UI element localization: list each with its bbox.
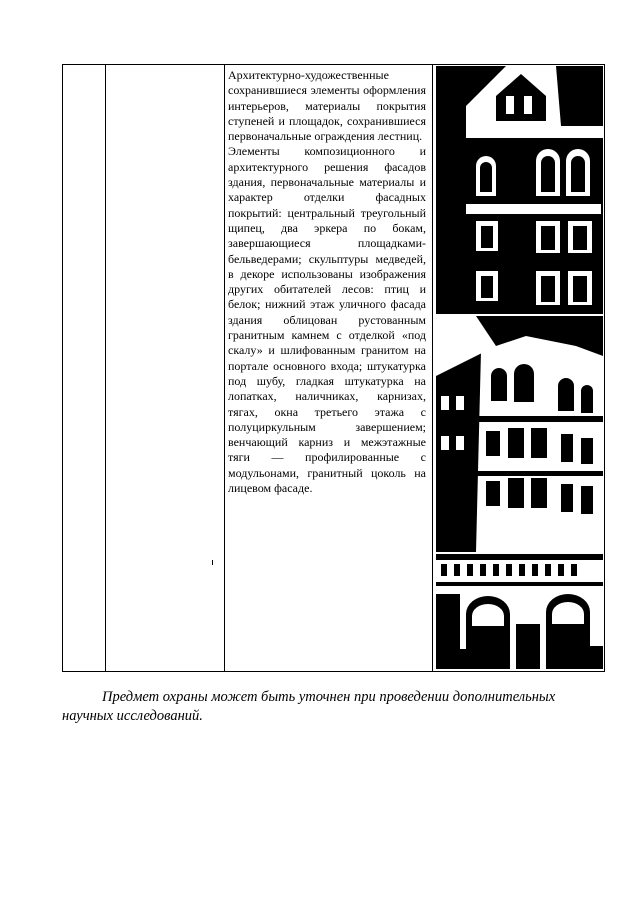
description-cell [228, 68, 426, 496]
photo-column [436, 66, 603, 669]
column-divider [105, 65, 106, 671]
facade-oblique-photo [436, 316, 603, 552]
column-divider [432, 65, 433, 671]
column-divider [224, 65, 225, 671]
footer-note: Предмет охраны может быть уточнен при проведении дополнительных научных исследований. [62, 689, 556, 724]
ground-floor-photo [436, 554, 603, 669]
facade-upper-photo [436, 66, 603, 314]
scan-mark [212, 560, 213, 565]
facade-elements-paragraph: Элементы композиционного и архитектурного решения фасадов здания, первоначальные материалы и характер отделки фасадных покрытий: центральный треугольный щипец, два эркера по бокам, завершающиеся площадками-бельведерами; скульптуры медведей, в декоре использованы изображения других обитателей лесов: птиц и белок; нижний этаж уличного фасада здания облицован рустованным гранитным камнем с отделкой «под скалу» и шлифованным гранитом на портале основного входа; штукатурка под шубу, гладкая штукатурка на лопатках, наличниках, карнизах, тягах, окна третьего этажа с полуциркульным завершением; венчающий карниз и межэтажные тяги — профилированные с модульонами, гранитный цоколь на лицевом фасаде. [228, 144, 426, 496]
interior-elements-paragraph: Архитектурно-художественные сохранившиеся элементы оформления интерьеров, материалы покрытия ступеней и площадок, сохранившиеся первоначальные ограждения лестниц. [228, 68, 426, 144]
